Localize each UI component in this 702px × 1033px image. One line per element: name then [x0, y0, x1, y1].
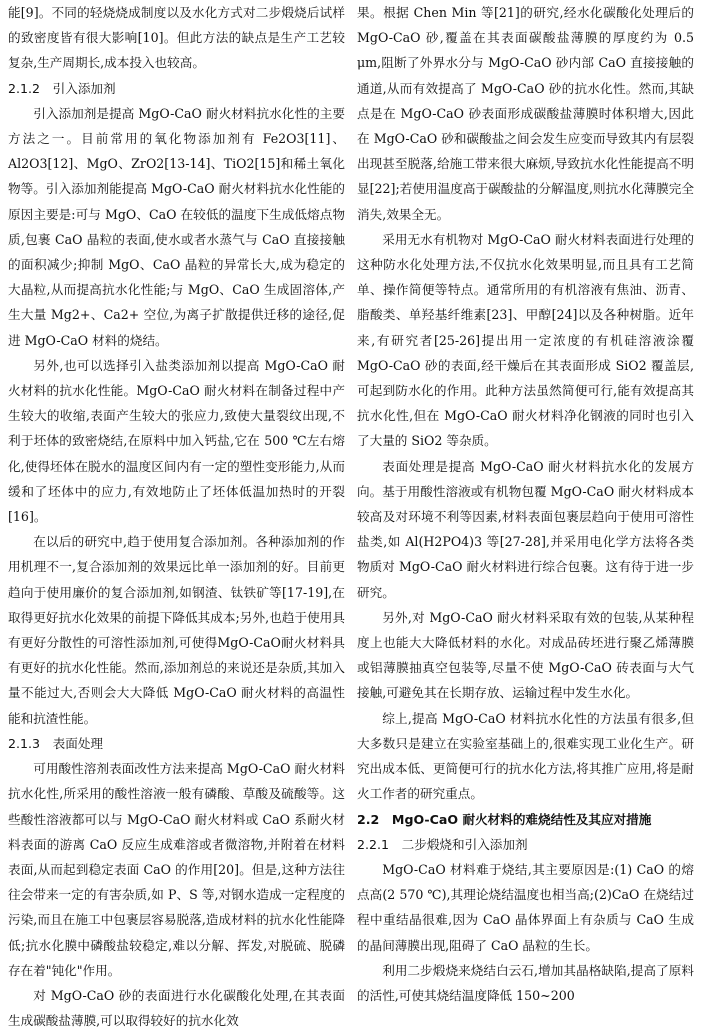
paragraph: 另外,对 MgO-CaO 耐火材料采取有效的包装,从某种程度上也能大大降低材料的水化。对成品砖坯进行聚乙烯薄膜或铝薄膜抽真空包装等,尽量不使 MgO-CaO 砖表面与大气接触,可避免其在长期存放、运输过程中发生水化。	[357, 609, 694, 701]
paragraph: 在以后的研究中,趋于使用复合添加剂。各种添加剂的作用机理不一,复合添加剂的效果远比单一添加剂的好。目前更趋向于使用廉价的复合添加剂,如钢渣、钛铁矿等[17-19],在取得更好抗水化效果的前提下降低其成本;另外,也趋于使用具有更好分散性的可溶性添加剂,可使得MgO-CaO耐火材料具有更好的抗水化性能。然而,添加剂总的来说还是杂质,其加入量不能过大,否则会大大降低 MgO-CaO 耐火材料的高温性能和抗渣性能。	[8, 534, 345, 726]
heading-number: 2.1.2	[8, 80, 41, 96]
heading-number: 2.2	[357, 811, 380, 827]
paragraph: 另外,也可以选择引入盐类添加剂以提高 MgO-CaO 耐火材料的抗水化性能。MgO-CaO 耐火材料在制备过程中产生较大的收缩,表面产生较大的张应力,致使大量裂纹出现,不利于坯体的致密烧结,在原料中加入钙盐,它在 500 ℃左右熔化,使得坯体在脱水的温度区间内有一定的塑性变形能力,从而缓和了坯体中的应力,有效地防止了坯体低温加热时的开裂[16]。	[8, 357, 345, 525]
paragraph: 表面处理是提高 MgO-CaO 耐火材料抗水化的发展方向。基于用酸性溶液或有机物包覆 MgO-CaO 耐火材料成本较高及对环境不利等因素,材料表面包裹层趋向于使用可溶性盐类,如 Al(H2PO4)3 等[27-28],并采用电化学方法将各类物质对 MgO-CaO 耐火材料进行综合包裹。这有待于进一步研究。	[357, 458, 694, 600]
paragraph: 对 MgO-CaO 砂的表面进行水化碳酸化处理,在其表面生成碳酸盐薄膜,可以取得较好的抗水化效	[8, 987, 345, 1029]
right-column	[357, 0, 694, 1003]
paragraph: 果。根据 Chen Min 等[21]的研究,经水化碳酸化处理后的 MgO-CaO 砂,覆盖在其表面碳酸盐薄膜的厚度约为 0.5 μm,阻断了外界水分与 MgO-CaO 砂内部 CaO 直接接触的通道,从而有效提高了 MgO-CaO 砂的抗水化性。然而,其缺点是在 MgO-CaO 砂表面形成碳酸盐薄膜时体积增大,因此在 MgO-CaO 砂和碳酸盐之间会发生应变而导致其内有层裂出现甚至脱落,给施工带来很大麻烦,导致抗水化性能提高不明显[22];若使用温度高于碳酸盐的分解温度,则抗水化薄膜完全消失,效果全无。	[357, 5, 694, 222]
paragraph: 利用二步煅烧来烧结白云石,增加其晶格缺陷,提高了原料的活性,可使其烧结温度降低 150~200	[357, 962, 694, 1003]
paragraph: MgO-CaO 材料难于烧结,其主要原因是:(1) CaO 的熔点高(2 570 ℃),其理论烧结温度也相当高;(2)CaO 在烧结过程中重结晶很难,因为 CaO 晶体界面上有杂质与 CaO 生成的晶间薄膜出现,阻碍了 CaO 晶粒的生长。	[357, 861, 694, 953]
heading-text: 表面处理	[52, 735, 104, 751]
paragraph: 引入添加剂是提高 MgO-CaO 耐火材料抗水化性的主要方法之一。目前常用的氧化物添加剂有 Fe2O3[11]、Al2O3[12]、MgO、ZrO2[13-14]、TiO2[15]和稀土氧化物等。引入添加剂能提高 MgO-CaO 耐火材料抗水化性能的原因主要是:可与 MgO、CaO 在较低的温度下生成低熔点物质,包裹 CaO 晶粒的表面,使水或者水蒸气与 CaO 直接接触的面积减少;抑制 MgO、CaO 晶粒的异常长大,成为稳定的大晶粒,从而提高抗水化性能;与 MgO、CaO 生成固溶体,产生大量 Mg2+、Ca2+ 空位,为离子扩散提供迁移的途径,促进 MgO-CaO 材料的烧结。	[8, 105, 345, 348]
heading-number: 2.1.3	[8, 735, 41, 751]
subsection-heading	[8, 731, 345, 756]
heading-text: 二步煅烧和引入添加剂	[401, 836, 528, 852]
section-heading	[357, 807, 694, 832]
paragraph: 能[9]。不同的轻烧烧成制度以及水化方式对二步煅烧后试样的致密度皆有很大影响[10]。但此方法的缺点是生产工艺较复杂,生产周期长,成本投入也较高。	[8, 5, 345, 71]
heading-number: 2.2.1	[357, 836, 390, 852]
paragraph: 综上,提高 MgO-CaO 材料抗水化性的方法虽有很多,但大多数只是建立在实验室基础上的,很难实现工业化生产。研究出成本低、更简便可行的抗水化方法,将其推广应用,将是耐火工作者的研究重点。	[357, 710, 694, 802]
heading-text: MgO-CaO 耐火材料的难烧结性及其应对措施	[391, 811, 652, 827]
left-column	[8, 0, 345, 1029]
subsection-heading	[357, 832, 694, 857]
paragraph: 采用无水有机物对 MgO-CaO 耐火材料表面进行处理的这种防水化处理方法,不仅抗水化效果明显,而且具有工艺简单、操作简便等特点。通常所用的有机溶液有焦油、沥青、脂酸类、单羟基纤维素[23]、甲醇[24]以及各种树脂。近年来,有研究者[25-26]提出用一定浓度的有机硅溶液涂覆 MgO-CaO 砂的表面,经干燥后在其表面形成 SiO2 覆盖层,可起到防水化的作用。此种方法虽然简便可行,能有效提高其抗水化性,但在 MgO-CaO 耐火材料净化钢液的同时也引入了大量的 SiO2 等杂质。	[357, 231, 694, 449]
paragraph: 可用酸性溶剂表面改性方法来提高 MgO-CaO 耐火材料抗水化性,所采用的酸性溶液一般有磷酸、草酸及硫酸等。这些酸性溶液都可以与 MgO-CaO 耐火材料或 CaO 系耐火材料表面的游离 CaO 反应生成难溶或者微溶物,并附着在材料表面,从而起到稳定表面 CaO 的作用[20]。但是,这种方法往往会带来一定的有害杂质,如 P、S 等,对钢水造成一定程度的污染,而且在施工中包裹层容易脱落,造成材料的抗水化性能降低;抗水化膜中磷酸盐较稳定,难以分解、挥发,对脱硫、脱磷存在着"钝化"作用。	[8, 761, 345, 978]
subsection-heading	[8, 76, 345, 101]
heading-text: 引入添加剂	[52, 80, 116, 96]
